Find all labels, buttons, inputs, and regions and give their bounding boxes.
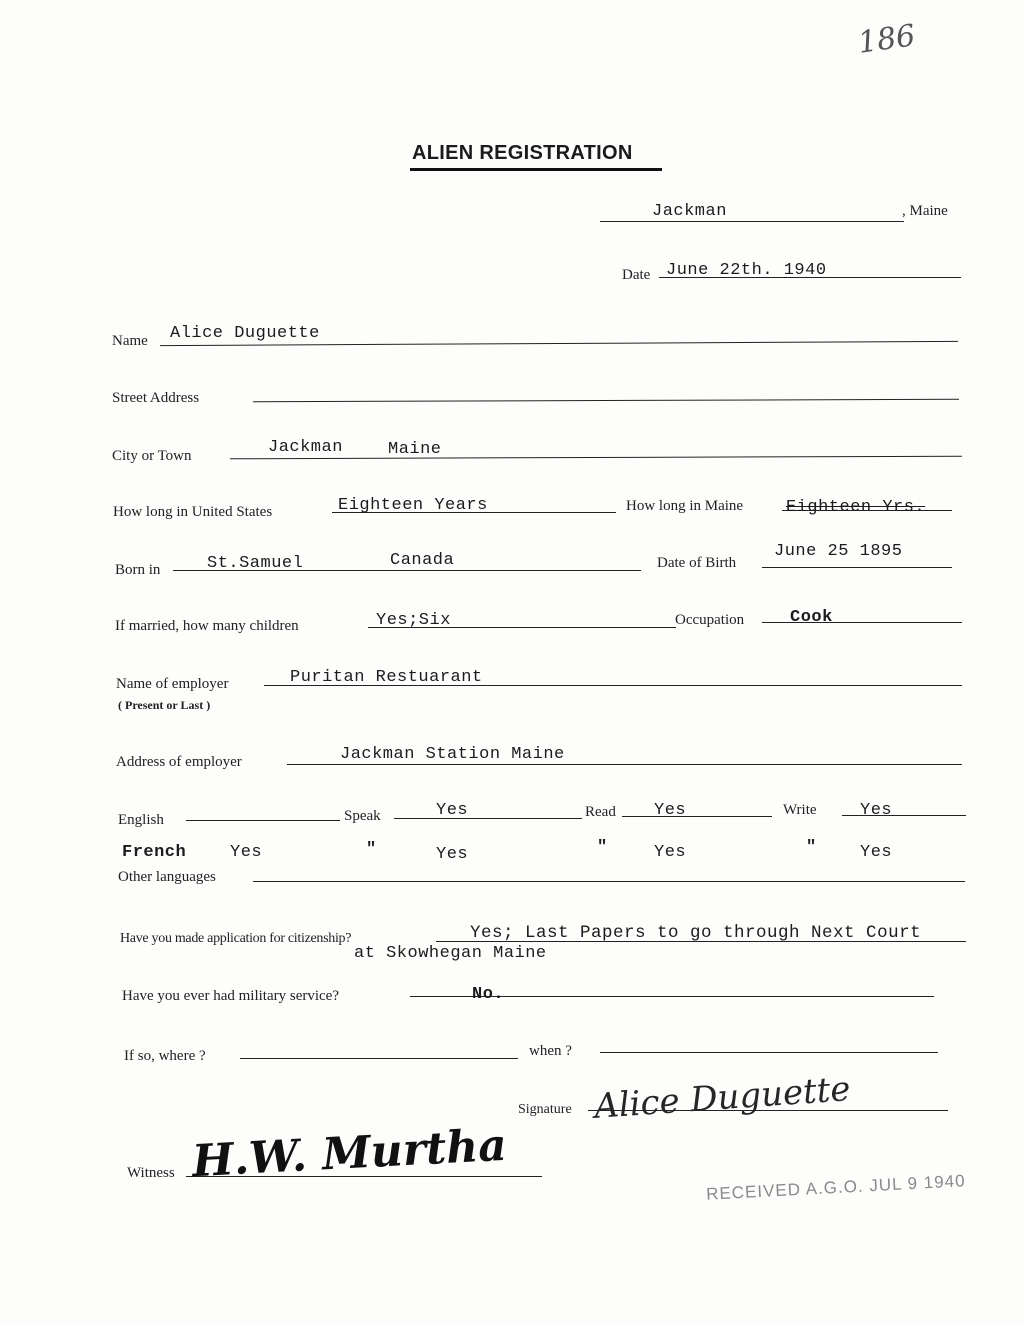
employer-address-value: Jackman Station Maine — [340, 745, 565, 764]
french-speak-value: Yes — [436, 845, 469, 864]
french-read-value: Yes — [654, 843, 687, 862]
ditto-speak: " — [366, 840, 377, 859]
citizenship-value-line1: Yes; Last Papers to go through Next Court — [470, 923, 922, 943]
citizenship-value-line2: at Skowhegan Maine — [354, 944, 547, 963]
how-long-maine-label: How long in Maine — [626, 498, 744, 514]
street-line — [253, 399, 959, 402]
town-line — [600, 221, 904, 222]
other-languages-label: Other languages — [118, 869, 216, 885]
date-value: June 22th. 1940 — [666, 261, 827, 280]
military-label: Have you ever had military service? — [122, 988, 339, 1004]
french-yes-value: Yes — [230, 843, 263, 862]
employer-address-label: Address of employer — [116, 754, 242, 770]
born-label: Born in — [115, 562, 161, 578]
speak-line — [394, 818, 582, 819]
english-write-value: Yes — [860, 801, 893, 820]
witness-label: Witness — [127, 1165, 175, 1181]
other-languages-line — [253, 881, 965, 882]
date-label: Date — [622, 267, 651, 283]
ditto-read: " — [597, 838, 608, 857]
dob-line — [762, 567, 952, 568]
english-read-value: Yes — [654, 801, 687, 820]
received-stamp: RECEIVED A.G.O. JUL 9 1940 — [705, 1171, 966, 1204]
city-label: City or Town — [112, 448, 192, 464]
signature-label: Signature — [518, 1102, 572, 1117]
when-line — [600, 1052, 938, 1053]
witness-signature: H.W. Murtha — [190, 1119, 508, 1188]
where-label: If so, where ? — [124, 1048, 206, 1064]
present-last-label: ( Present or Last ) — [118, 698, 211, 712]
how-long-us-label: How long in United States — [113, 504, 273, 520]
citizenship-label: Have you made application for citizenship? — [120, 931, 352, 946]
children-label: If married, how many children — [115, 618, 299, 634]
born-country-value: Canada — [390, 551, 455, 570]
employer-label: Name of employer — [116, 676, 229, 692]
name-label: Name — [112, 333, 148, 349]
form-title: ALIEN REGISTRATION — [412, 142, 633, 164]
state-label: , Maine — [902, 203, 948, 219]
occupation-label: Occupation — [675, 612, 745, 628]
military-value: No. — [472, 985, 505, 1004]
employer-value: Puritan Restuarant — [290, 668, 483, 687]
how-long-us-value: Eighteen Years — [338, 496, 488, 515]
city-state-value: Maine — [388, 440, 442, 459]
street-label: Street Address — [112, 390, 200, 406]
applicant-signature: Alice Duguette — [592, 1069, 852, 1127]
employer-address-line — [287, 764, 962, 765]
name-value: Alice Duguette — [170, 324, 320, 343]
write-label: Write — [783, 802, 817, 818]
page-number: 186 — [855, 18, 918, 61]
occupation-value: Cook — [790, 608, 833, 627]
english-label: English — [118, 812, 164, 828]
english-line — [186, 820, 340, 821]
city-value: Jackman — [268, 438, 343, 457]
french-label: French — [122, 843, 187, 862]
town-value: Jackman — [652, 202, 727, 221]
ditto-write: " — [806, 838, 817, 857]
where-line — [240, 1058, 518, 1059]
how-long-maine-value: Eighteen Yrs. — [786, 498, 926, 517]
born-value: St.Samuel — [207, 554, 304, 573]
children-value: Yes;Six — [376, 611, 451, 630]
speak-label: Speak — [344, 808, 381, 824]
when-label: when ? — [529, 1043, 572, 1059]
read-label: Read — [585, 804, 616, 820]
title-underline — [410, 168, 662, 171]
dob-value: June 25 1895 — [774, 542, 903, 561]
english-speak-value: Yes — [436, 801, 469, 820]
french-write-value: Yes — [860, 843, 893, 862]
read-line — [622, 816, 772, 817]
dob-label: Date of Birth — [657, 555, 737, 571]
